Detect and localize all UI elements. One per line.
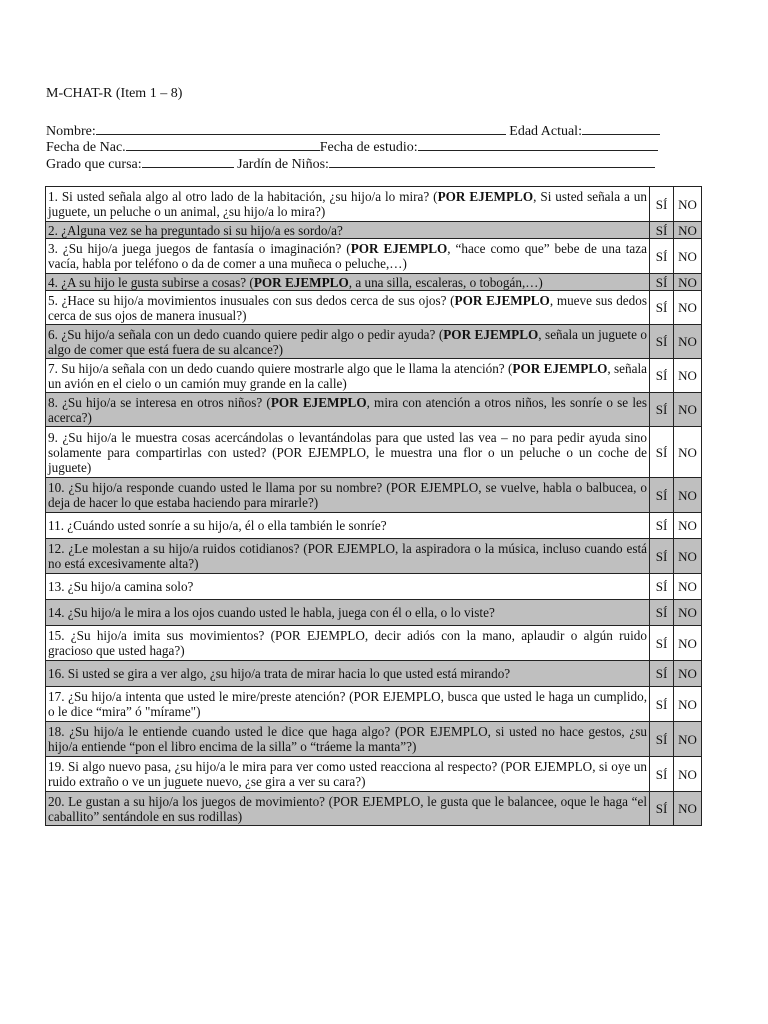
answer-no[interactable]: NO (674, 513, 702, 539)
question-text-part: 16. Si usted se gira a ver algo, ¿su hijo/a trata de mirar hacia lo que usted está mirando? (48, 666, 511, 681)
nombre-label: Nombre: (46, 124, 96, 139)
question-row (46, 626, 702, 661)
question-text (46, 427, 650, 478)
question-example-label: POR EJEMPLO (454, 292, 550, 308)
form-row-school (46, 154, 655, 173)
question-example-label: POR EJEMPLO (270, 394, 367, 410)
question-text-part: 3. ¿Su hijo/a juega juegos de fantasía o imaginación? ( (48, 241, 351, 256)
question-row (46, 513, 702, 539)
question-text (46, 478, 650, 513)
fecha-estudio-label: Fecha de estudio: (319, 140, 418, 155)
answer-no[interactable]: NO (674, 187, 702, 222)
question-text (46, 239, 650, 274)
question-text-part: 10. ¿Su hijo/a responde cuando usted le llama por su nombre? (POR EJEMPLO, se vuelve, habla o balbucea, o deja de hacer lo que estaba haciendo para mirarle?) (48, 480, 647, 510)
answer-no[interactable]: NO (674, 687, 702, 722)
answer-no[interactable]: NO (674, 239, 702, 274)
question-text-part: 12. ¿Le molestan a su hijo/a ruidos cotidianos? (POR EJEMPLO, la aspiradora o la música, incluso cuando está no está excesivamente alta?) (48, 541, 647, 571)
answer-yes[interactable]: SÍ (650, 626, 674, 661)
question-example-label: POR EJEMPLO (253, 274, 349, 290)
question-text-part: , “hace como que” bebe de una taza vacía, habla por teléfono o da de comer a una muñeca o peluche,…) (48, 241, 647, 271)
question-text (46, 757, 650, 792)
question-row (46, 187, 702, 222)
question-text-part: 19. Si algo nuevo pasa, ¿su hijo/a le mira para ver como usted reacciona al respecto? (POR EJEMPLO, si oye un ruido extraño o ve un juguete nuevo, ¿se gira a ver su cara?) (48, 759, 647, 789)
question-text (46, 291, 650, 325)
question-text-part: 15. ¿Su hijo/a imita sus movimientos? (POR EJEMPLO, decir adiós con la mano, aplaudir o algún ruido gracioso que usted haga?) (48, 628, 647, 658)
question-text-part: 18. ¿Su hijo/a le entiende cuando usted le dice que haga algo? (POR EJEMPLO, si usted no hace gestos, ¿su hijo/a entiende “pon el libro encima de la silla” o “tráeme la manta”?) (48, 724, 647, 754)
question-text-part: 14. ¿Su hijo/a le mira a los ojos cuando usted le habla, juega con él o ella, o lo viste? (48, 605, 495, 620)
question-text-part: , señala un juguete o algo de comer que está fuera de su alcance?) (48, 326, 647, 357)
question-text-part: 6. ¿Su hijo/a señala con un dedo cuando quiere pedir algo o pedir ayuda? ( (48, 326, 444, 342)
question-text-part: , Si usted señala a un juguete, un peluche o un animal, ¿su hijo/a lo mira?) (48, 189, 647, 219)
answer-no[interactable]: NO (674, 722, 702, 757)
question-text (46, 687, 650, 722)
answer-yes[interactable]: SÍ (650, 393, 674, 427)
question-text (46, 661, 650, 687)
question-row (46, 274, 702, 291)
question-example-label: POR EJEMPLO (437, 189, 534, 204)
question-text-part: 8. ¿Su hijo/a se interesa en otros niños? ( (48, 394, 271, 410)
answer-no[interactable]: NO (674, 626, 702, 661)
question-text (46, 513, 650, 539)
answer-no[interactable]: NO (674, 574, 702, 600)
answer-yes[interactable]: SÍ (650, 687, 674, 722)
question-text (46, 393, 650, 427)
question-row (46, 661, 702, 687)
question-row (46, 359, 702, 393)
answer-no[interactable]: NO (674, 274, 702, 291)
answer-yes[interactable]: SÍ (650, 539, 674, 574)
answer-yes[interactable]: SÍ (650, 325, 674, 359)
answer-yes[interactable]: SÍ (650, 722, 674, 757)
answer-yes[interactable]: SÍ (650, 757, 674, 792)
answer-no[interactable]: NO (674, 291, 702, 325)
question-text (46, 539, 650, 574)
question-example-label: POR EJEMPLO (350, 241, 448, 256)
edad-field[interactable] (582, 121, 660, 135)
question-row (46, 325, 702, 359)
question-row (46, 239, 702, 274)
question-text (46, 325, 650, 359)
question-row (46, 291, 702, 325)
answer-no[interactable]: NO (674, 792, 702, 826)
question-text-part: , señala un avión en el cielo o un camión muy grande en la calle) (48, 360, 647, 391)
question-row (46, 393, 702, 427)
question-text-part: 2. ¿Alguna vez se ha preguntado si su hijo/a es sordo/a? (48, 222, 343, 238)
answer-yes[interactable]: SÍ (650, 239, 674, 274)
question-text-part: , mira con atención a otros niños, les sonríe o se les acerca?) (48, 394, 647, 425)
answer-yes[interactable]: SÍ (650, 222, 674, 239)
answer-yes[interactable]: SÍ (650, 574, 674, 600)
question-text-part: 7. Su hijo/a señala con un dedo cuando quiere mostrarle algo que le llama la atención? ( (48, 360, 513, 376)
question-text (46, 222, 650, 239)
question-text (46, 722, 650, 757)
answer-yes[interactable]: SÍ (650, 291, 674, 325)
jardin-label: Jardín de Niños: (237, 157, 329, 172)
answer-no[interactable]: NO (674, 427, 702, 478)
question-text-part: 20. Le gustan a su hijo/a los juegos de movimiento? (POR EJEMPLO, le gusta que le balancee, oque le haga “el caballito” sentándole en sus rodillas) (48, 793, 647, 824)
question-text-part: , mueve sus dedos cerca de sus ojos de manera inusual?) (48, 292, 647, 323)
answer-yes[interactable]: SÍ (650, 513, 674, 539)
edad-label: Edad Actual: (509, 124, 582, 139)
question-text (46, 574, 650, 600)
answer-no[interactable]: NO (674, 393, 702, 427)
answer-no[interactable]: NO (674, 222, 702, 239)
answer-yes[interactable]: SÍ (650, 427, 674, 478)
question-row (46, 427, 702, 478)
answer-no[interactable]: NO (674, 600, 702, 626)
question-text-part: 4. ¿A su hijo le gusta subirse a cosas? ( (48, 274, 254, 290)
question-text-part: 17. ¿Su hijo/a intenta que usted le mire/preste atención? (POR EJEMPLO, busca que usted le haga un cumplido, o le dice “mira” ó "mírame") (48, 689, 647, 719)
answer-no[interactable]: NO (674, 661, 702, 687)
answer-yes[interactable]: SÍ (650, 478, 674, 513)
page-title: M-CHAT-R (Item 1 – 8) (46, 86, 183, 101)
question-text (46, 359, 650, 393)
question-row (46, 539, 702, 574)
grado-field[interactable] (142, 154, 234, 168)
question-text-part: 1. Si usted señala algo al otro lado de la habitación, ¿su hijo/a lo mira? ( (48, 189, 438, 204)
grado-label: Grado que cursa: (46, 157, 142, 172)
answer-yes[interactable]: SÍ (650, 274, 674, 291)
nombre-field[interactable] (96, 121, 506, 135)
fecha-estudio-field[interactable] (418, 137, 658, 151)
question-row (46, 222, 702, 239)
answer-yes[interactable]: SÍ (650, 187, 674, 222)
question-text-part: 11. ¿Cuándo usted sonríe a su hijo/a, él o ella también le sonríe? (48, 518, 387, 533)
answer-no[interactable]: NO (674, 359, 702, 393)
question-row (46, 574, 702, 600)
question-text-part: 13. ¿Su hijo/a camina solo? (48, 579, 194, 594)
question-text-part: , a una silla, escaleras, o tobogán,…) (348, 274, 543, 290)
questionnaire-table (45, 186, 702, 826)
question-row (46, 757, 702, 792)
answer-yes[interactable]: SÍ (650, 600, 674, 626)
answer-no[interactable]: NO (674, 325, 702, 359)
question-row (46, 792, 702, 826)
question-row (46, 600, 702, 626)
answer-yes[interactable]: SÍ (650, 792, 674, 826)
answer-no[interactable]: NO (674, 539, 702, 574)
answer-no[interactable]: NO (674, 757, 702, 792)
question-text (46, 187, 650, 222)
question-row (46, 478, 702, 513)
question-example-label: POR EJEMPLO (512, 360, 608, 376)
question-text (46, 626, 650, 661)
question-example-label: POR EJEMPLO (443, 326, 539, 342)
question-text (46, 600, 650, 626)
question-text-part: 9. ¿Su hijo/a le muestra cosas acercándolas o levantándolas para que usted las vea – no para pedir ayuda sino solamente para compartirlas con usted? (POR EJEMPLO, le muestra una flor o un peluche o un coche de juguete) (48, 429, 647, 475)
question-row (46, 687, 702, 722)
answer-yes[interactable]: SÍ (650, 359, 674, 393)
answer-no[interactable]: NO (674, 478, 702, 513)
jardin-field[interactable] (329, 154, 655, 168)
fecha-nac-field[interactable] (126, 137, 320, 151)
question-row (46, 722, 702, 757)
fecha-nac-label: Fecha de Nac. (46, 140, 126, 155)
question-text (46, 274, 650, 291)
answer-yes[interactable]: SÍ (650, 661, 674, 687)
question-text-part: 5. ¿Hace su hijo/a movimientos inusuales con sus dedos cerca de sus ojos? ( (48, 292, 455, 308)
question-text (46, 792, 650, 826)
